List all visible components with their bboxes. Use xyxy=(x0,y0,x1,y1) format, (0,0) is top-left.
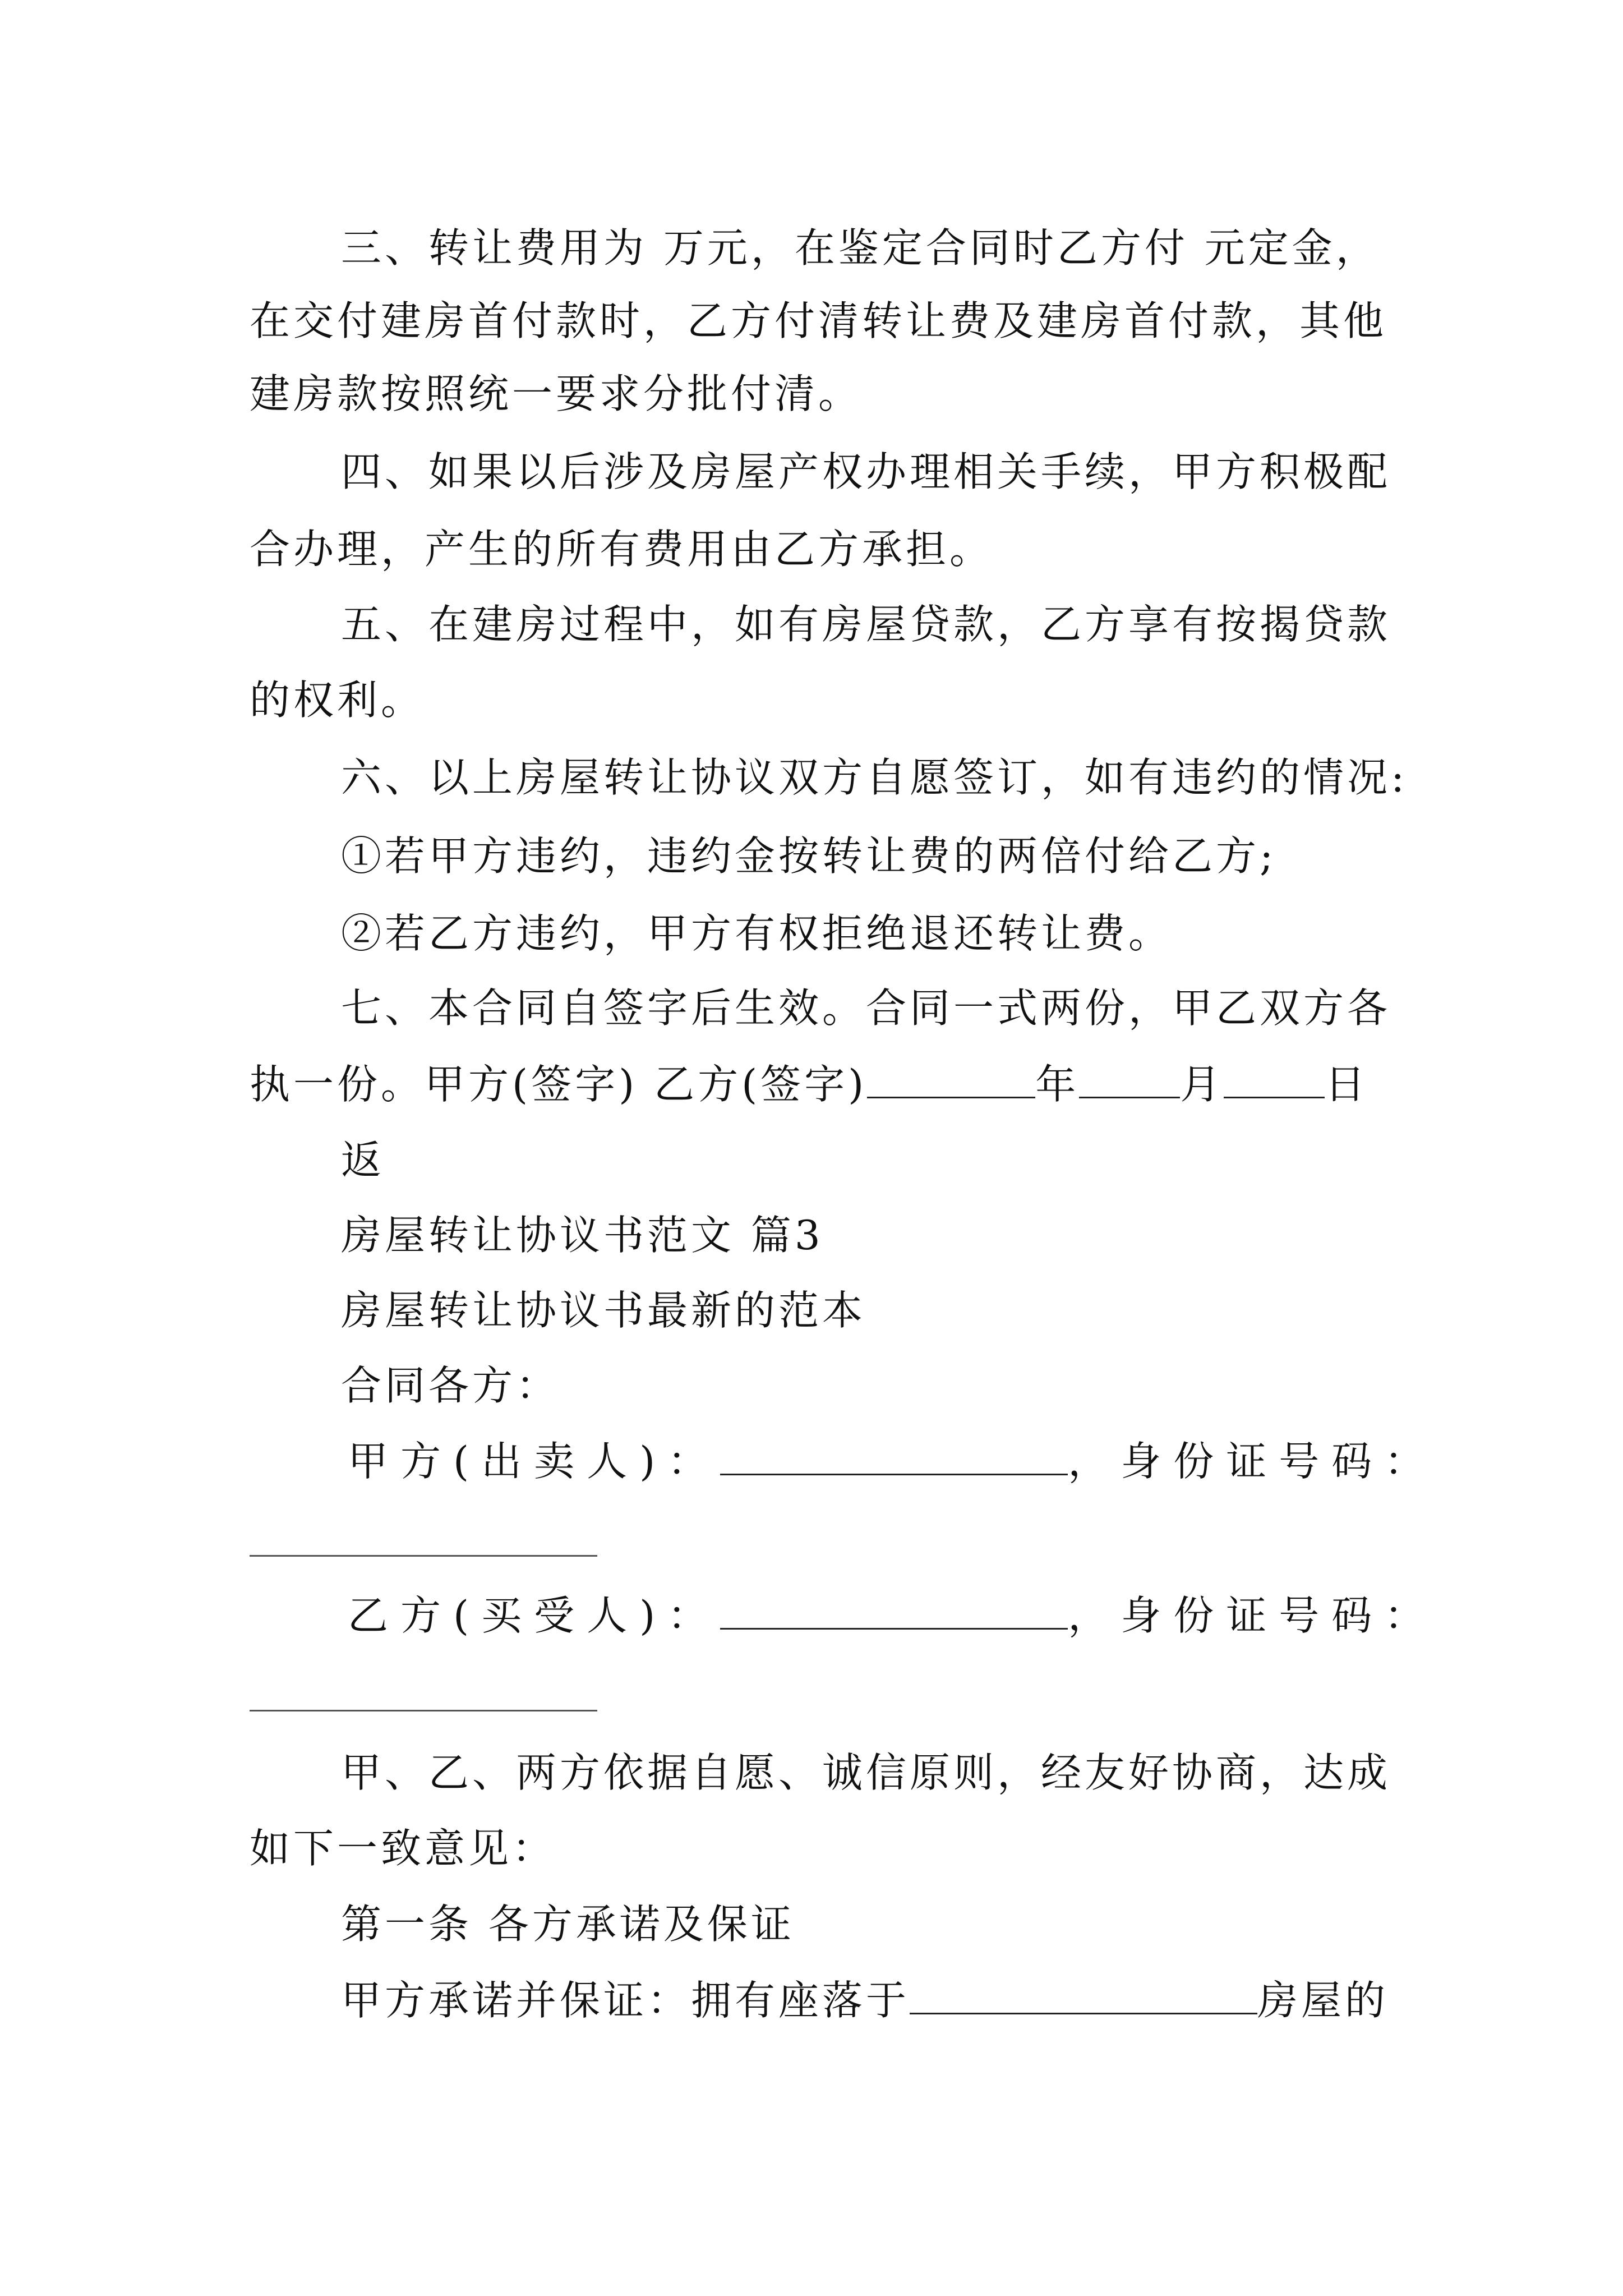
article-1-heading: 第一条 各方承诺及保证 xyxy=(341,1901,795,1948)
agreement-intro-line-2: 如下一致意见： xyxy=(250,1825,556,1872)
clause-7-line-1: 七、本合同自签字后生效。合同一式两份，甲乙双方各 xyxy=(341,984,1391,1032)
month-blank xyxy=(1079,1063,1180,1098)
month-label: 月 xyxy=(1180,1061,1224,1108)
party-a-label: 甲方(出卖人)： xyxy=(348,1438,721,1485)
party-a-id-blank xyxy=(250,1555,597,1557)
document-title: 房屋转让协议书最新的范本 xyxy=(341,1287,866,1334)
clause-5-line-2: 的权利。 xyxy=(250,677,425,724)
clause-4-line-2: 合办理，产生的所有费用由乙方承担。 xyxy=(250,526,994,573)
clause-3-line-1: 三、转让费用为 万元，在鉴定合同时乙方付 元定金， xyxy=(341,224,1380,272)
day-blank xyxy=(1224,1063,1325,1098)
clause-3-line-3: 建房款按照统一要求分批付清。 xyxy=(250,370,863,417)
clause-4-line-1: 四、如果以后涉及房屋产权办理相关手续，甲方积极配 xyxy=(341,448,1391,495)
clause-5-line-1: 五、在建房过程中，如有房屋贷款，乙方享有按揭贷款 xyxy=(341,601,1391,648)
party-b-id-blank xyxy=(250,1710,597,1711)
clause-6-item-1: ①若甲方违约，违约金按转让费的两倍付给乙方; xyxy=(341,832,1277,880)
party-b-name-blank xyxy=(720,1594,1068,1630)
clause-7-line-2 xyxy=(250,1056,1368,1112)
article-1-line-1 xyxy=(341,1972,1389,2028)
agreement-intro-line-1: 甲、乙、两方依据自愿、诚信原则，经友好协商，达成 xyxy=(341,1749,1391,1796)
party-a-name-blank xyxy=(720,1440,1068,1475)
party-a-id-label: ，身份证号码： xyxy=(1068,1438,1437,1485)
signature-text: 执一份。甲方(签字) 乙方(签字) xyxy=(250,1061,868,1108)
party-a-guarantee-text: 甲方承诺并保证：拥有座落于 xyxy=(341,1977,910,2024)
section-title: 房屋转让协议书范文 篇3 xyxy=(341,1212,824,1259)
clause-6-item-2: ②若乙方违约，甲方有权拒绝退还转让费。 xyxy=(341,910,1173,957)
year-label: 年 xyxy=(1035,1061,1080,1108)
party-b-id-label: ，身份证号码： xyxy=(1068,1592,1437,1639)
clause-6-line-1: 六、以上房屋转让协议双方自愿签订，如有违约的情况: xyxy=(341,754,1408,801)
return-link[interactable]: 返 xyxy=(341,1137,385,1184)
party-a-line xyxy=(348,1433,1437,1489)
party-b-line xyxy=(348,1588,1437,1644)
party-b-label: 乙方(买受人)： xyxy=(348,1592,721,1639)
clause-3-line-2: 在交付建房首付款时，乙方付清转让费及建房首付款，其他 xyxy=(250,297,1387,344)
parties-heading: 合同各方： xyxy=(341,1362,560,1409)
day-label: 日 xyxy=(1325,1061,1369,1108)
property-location-blank xyxy=(910,1979,1257,2014)
signature-blank xyxy=(867,1063,1035,1098)
property-suffix: 房屋的 xyxy=(1257,1977,1389,2024)
